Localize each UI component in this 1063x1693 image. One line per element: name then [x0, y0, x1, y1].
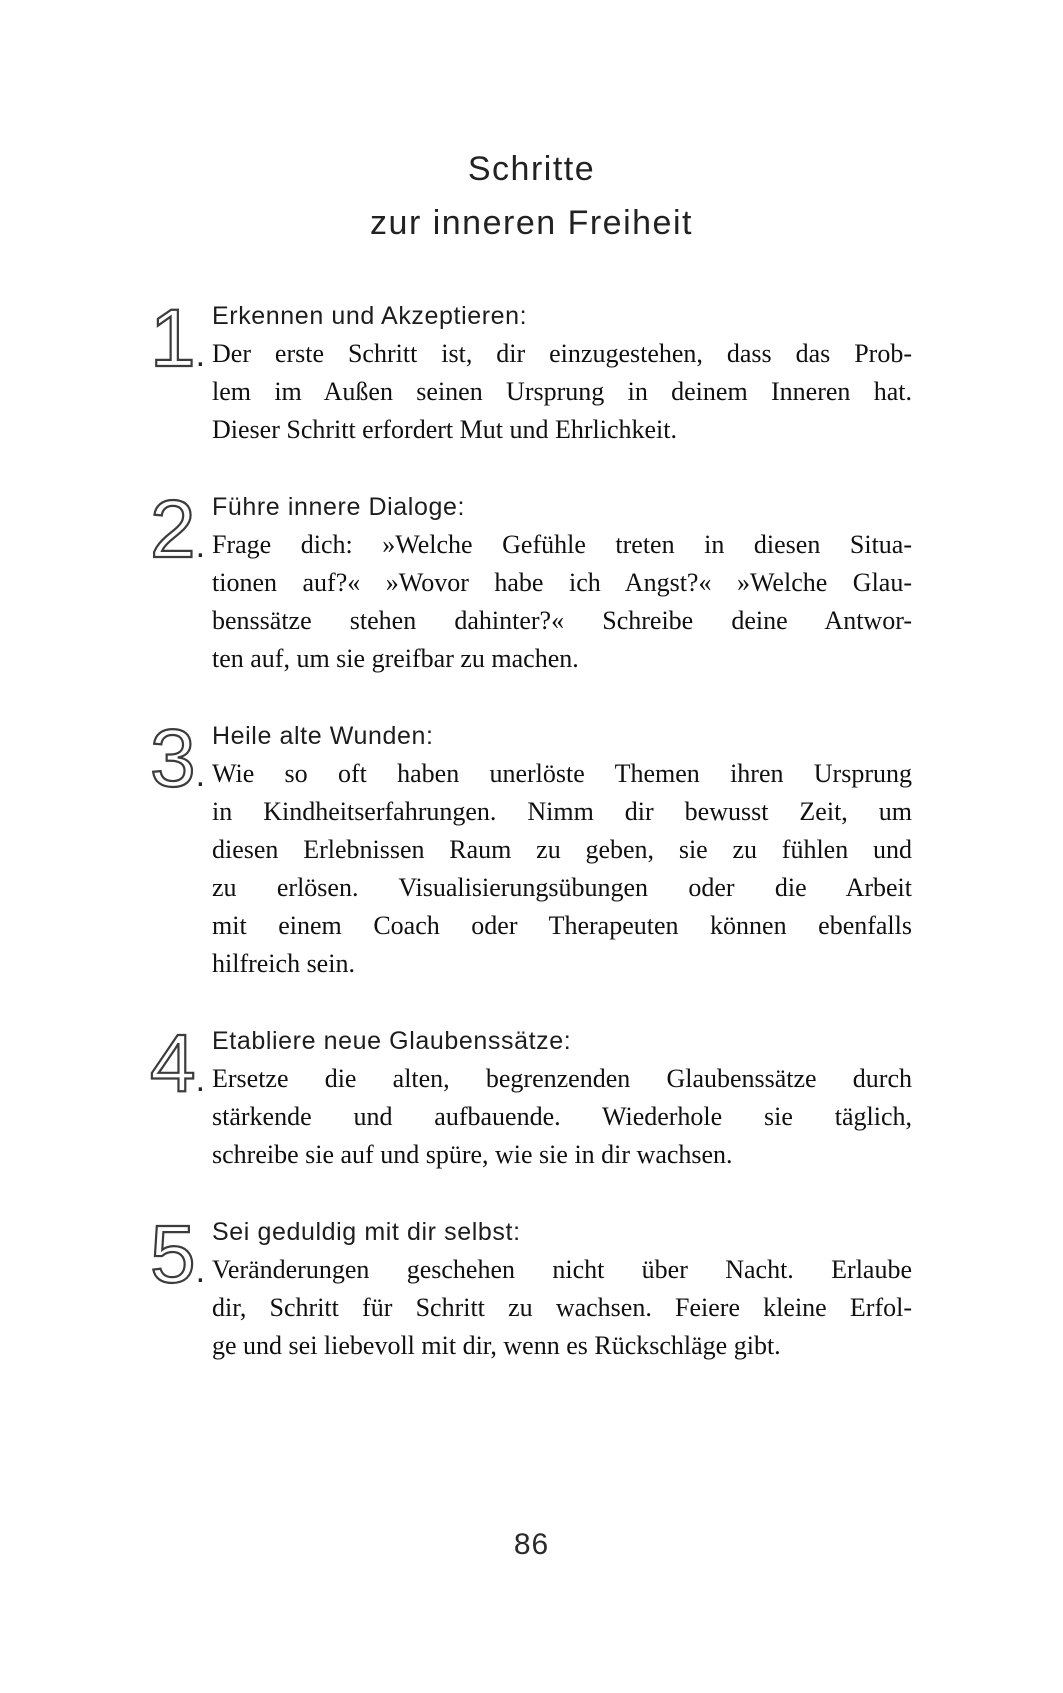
item-number [150, 1018, 210, 1109]
list-item-1 [150, 293, 912, 449]
list-item-3 [150, 713, 912, 983]
item-body-line: mit einem Coach oder Therapeuten können ebenfalls [212, 911, 912, 940]
item-heading: Führe innere Dialoge: [212, 493, 466, 521]
item-body-line: benssätze stehen dahinter?« Schreibe deine Antwor- [212, 606, 912, 635]
item-body-line: ge und sei liebevoll mit dir, wenn es Rückschläge gibt. [212, 1331, 781, 1360]
item-body-line: Wie so oft haben unerlöste Themen ihren Ursprung [212, 759, 912, 788]
item-body-line: Veränderungen geschehen nicht über Nacht. Erlaube [212, 1255, 912, 1284]
item-body-line: dir, Schritt für Schritt zu wachsen. Feiere kleine Erfol- [212, 1293, 912, 1322]
steps-list [150, 293, 912, 1365]
page-title-line-2: zur inneren Freiheit [370, 204, 693, 242]
page-title [0, 0, 1063, 250]
item-number [150, 484, 210, 575]
item-body-line: zu erlösen. Visualisierungsübungen oder die Arbeit [212, 873, 912, 902]
item-number [150, 1209, 210, 1300]
item-number-digit: 5 [150, 1209, 196, 1300]
item-heading: Sei geduldig mit dir selbst: [212, 1218, 521, 1246]
item-body-line: tionen auf?« »Wovor habe ich Angst?« »Welche Glau- [212, 568, 912, 597]
item-body-line: stärkende und aufbauende. Wiederhole sie täglich, [212, 1102, 912, 1131]
item-body-line: schreibe sie auf und spüre, wie sie in dir wachsen. [212, 1140, 733, 1169]
item-body-line: in Kindheitserfahrungen. Nimm dir bewusst Zeit, um [212, 797, 912, 826]
item-body [212, 755, 912, 983]
item-number [150, 713, 210, 804]
item-body-line: ten auf, um sie greifbar zu machen. [212, 644, 579, 673]
item-body-line: hilfreich sein. [212, 949, 355, 978]
item-number-dot: . [195, 336, 206, 374]
list-item-5 [150, 1209, 912, 1365]
item-body [212, 526, 912, 678]
item-number-digit: 1 [150, 293, 196, 384]
item-body-line: Frage dich: »Welche Gefühle treten in diesen Situa- [212, 530, 912, 559]
item-body-line: Der erste Schritt ist, dir einzugestehen, dass das Prob- [212, 339, 912, 368]
item-number-dot: . [195, 756, 206, 794]
item-body-line: Ersetze die alten, begrenzenden Glaubenssätze durch [212, 1064, 912, 1093]
page-title-line-1: Schritte [467, 150, 596, 188]
item-number-digit: 4 [150, 1018, 196, 1109]
item-number-dot: . [195, 1061, 206, 1099]
item-number-digit: 3 [150, 713, 196, 804]
item-number [150, 293, 210, 384]
item-body [212, 1060, 912, 1174]
item-number-dot: . [195, 527, 206, 565]
list-item-2 [150, 484, 912, 678]
item-heading: Etabliere neue Glaubenssätze: [212, 1027, 572, 1055]
item-number-dot: . [195, 1252, 206, 1290]
page-number: 86 [513, 1528, 550, 1561]
list-item-4 [150, 1018, 912, 1174]
item-heading: Heile alte Wunden: [212, 722, 434, 750]
item-body [212, 1251, 912, 1365]
item-number-digit: 2 [150, 484, 196, 575]
item-body-line: diesen Erlebnissen Raum zu geben, sie zu fühlen und [212, 835, 912, 864]
item-heading: Erkennen und Akzeptieren: [212, 302, 528, 330]
item-body [212, 335, 912, 449]
item-body-line: lem im Außen seinen Ursprung in deinem Inneren hat. [212, 377, 912, 406]
item-body-line: Dieser Schritt erfordert Mut und Ehrlichkeit. [212, 415, 677, 444]
